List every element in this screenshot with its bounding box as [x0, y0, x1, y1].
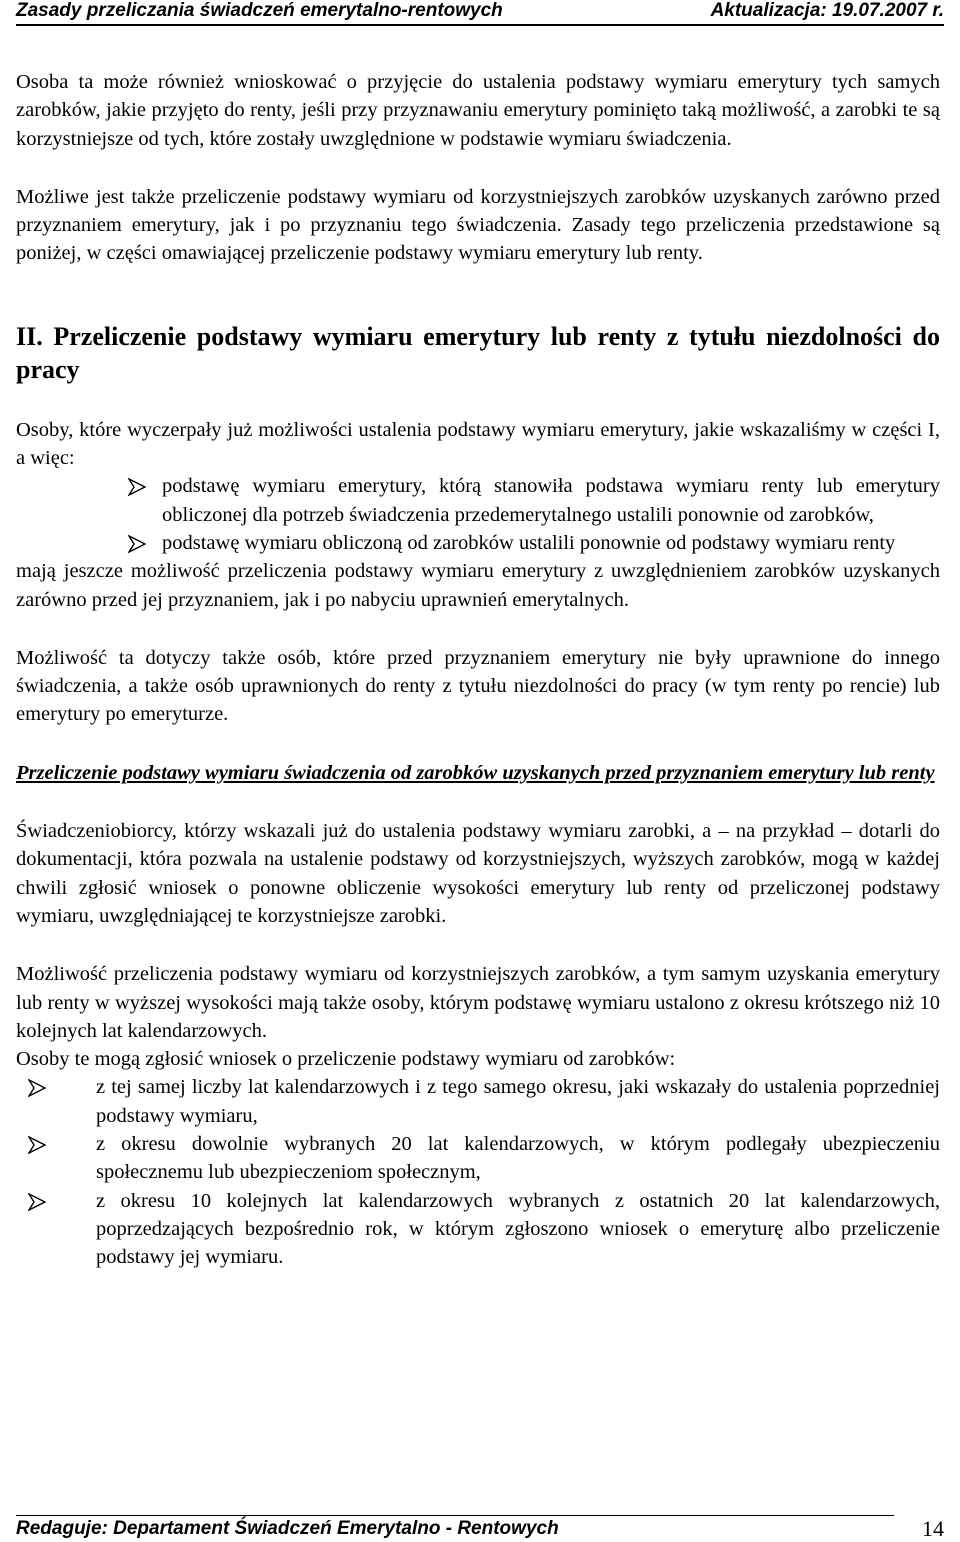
- list-item-text: podstawę wymiaru obliczoną od zarobków ustalili ponownie od podstawy wymiaru renty: [162, 531, 896, 554]
- footer-divider: [16, 1515, 894, 1516]
- paragraph-2: Możliwe jest także przeliczenie podstawy wymiaru od korzystniejszych zarobków uzyskanych zarówno przed przyznaniem emerytury, jak i po przyznaniu tego świadczenia. Zasady tego przeliczenia przedstawione są poniżej, w części omawiającej przeliczenie podstawy wymiaru emerytury lub renty.: [16, 185, 940, 265]
- list-item: [96, 1130, 940, 1187]
- paragraph-3: Osoby, które wyczerpały już możliwości ustalenia podstawy wymiaru emerytury, jakie wskazaliśmy w części I, a więc:: [16, 418, 940, 470]
- page-number: 14: [922, 1516, 944, 1541]
- page-header: [16, 0, 944, 26]
- section-heading: II. Przeliczenie podstawy wymiaru emerytury lub renty z tytułu niezdolności do pracy: [16, 321, 940, 384]
- arrowhead-bullet-icon: [28, 1136, 46, 1154]
- list-item-text: z okresu 10 kolejnych lat kalendarzowych wybranych z ostatnich 20 lat kalendarzowych, poprzedzających bezpośrednio rok, w którym zgłoszono wniosek o emeryturę albo przeliczenie podstawy jej wymiaru.: [96, 1189, 940, 1269]
- list-item: [162, 472, 940, 529]
- list-item: [96, 1187, 940, 1272]
- list-item-text: z tej samej liczby lat kalendarzowych i z tego samego okresu, jaki wskazały do ustalenia poprzedniej podstawy wymiaru,: [96, 1076, 940, 1127]
- document-title: Zasady przeliczania świadczeń emerytalno-rentowych: [16, 0, 503, 21]
- footer-editor: Redaguje: Departament Świadczeń Emerytalno - Rentowych: [16, 1518, 559, 1539]
- paragraph-7: Możliwość przeliczenia podstawy wymiaru od korzystniejszych zarobków, a tym samym uzyskania emerytury lub renty w wyższej wysokości mają także osoby, którym podstawę wymiaru ustalono z okresu krótszego niż 10 kolejnych lat kalendarzowych.: [16, 963, 940, 1042]
- list-item: [96, 1073, 940, 1130]
- arrowhead-bullet-icon: [128, 535, 146, 553]
- arrowhead-bullet-icon: [128, 478, 146, 496]
- arrowhead-bullet-icon: [28, 1193, 46, 1211]
- document-body: [16, 68, 940, 1272]
- list-item-text: z okresu dowolnie wybranych 20 lat kalendarzowych, w którym podlegały ubezpieczeniu społecznemu lub ubezpieczeniom społecznym,: [96, 1133, 940, 1184]
- paragraph-8: Osoby te mogą zgłosić wniosek o przeliczenie podstawy wymiaru od zarobków:: [16, 1048, 676, 1071]
- list-item-text: podstawę wymiaru emerytury, którą stanowiła podstawa wymiaru renty lub emerytury obliczonej dla potrzeb świadczenia przedemerytalnego ustalili ponownie od zarobków,: [162, 475, 940, 526]
- paragraph-4: mają jeszcze możliwość przeliczenia podstawy wymiaru emerytury z uwzględnieniem zarobków uzyskanych zarówno przed jej przyznaniem, jak i po nabyciu uprawnień emerytalnych.: [16, 560, 940, 611]
- paragraph-1: Osoba ta może również wnioskować o przyjęcie do ustalenia podstawy wymiaru emerytury tych samych zarobków, jakie przyjęto do renty, jeśli przy przyznawaniu emerytury pominięto taką możliwość, a zarobki te są korzystniejsze od tych, które zostały uwzględnione w podstawie wymiaru świadczenia.: [16, 71, 940, 150]
- bullet-list-1: [16, 472, 940, 557]
- arrowhead-bullet-icon: [28, 1079, 46, 1097]
- subsection-heading: Przeliczenie podstawy wymiaru świadczenia od zarobków uzyskanych przed przyznaniem emerytury lub renty: [16, 761, 935, 784]
- list-item: [162, 529, 940, 557]
- bullet-list-2: [16, 1073, 940, 1271]
- paragraph-6: Świadczeniobiorcy, którzy wskazali już do ustalenia podstawy wymiaru zarobki, a – na przykład – dotarli do dokumentacji, która pozwala na ustalenie podstawy od korzystniejszych, wyższych zarobków, mogą w każdej chwili zgłosić wniosek o ponowne obliczenie wysokości emerytury lub renty od przeliczonej podstawy wymiaru, uwzględniającej te korzystniejsze zarobki.: [16, 820, 940, 927]
- paragraph-5: Możliwość ta dotyczy także osób, które przed przyznaniem emerytury nie były uprawnione do innego świadczenia, a także osób uprawnionych do renty z tytułu niezdolności do pracy (w tym renty po rencie) lub emerytury po emeryturze.: [16, 646, 940, 726]
- update-date: Aktualizacja: 19.07.2007 r.: [710, 0, 944, 21]
- page-footer: [16, 1500, 944, 1540]
